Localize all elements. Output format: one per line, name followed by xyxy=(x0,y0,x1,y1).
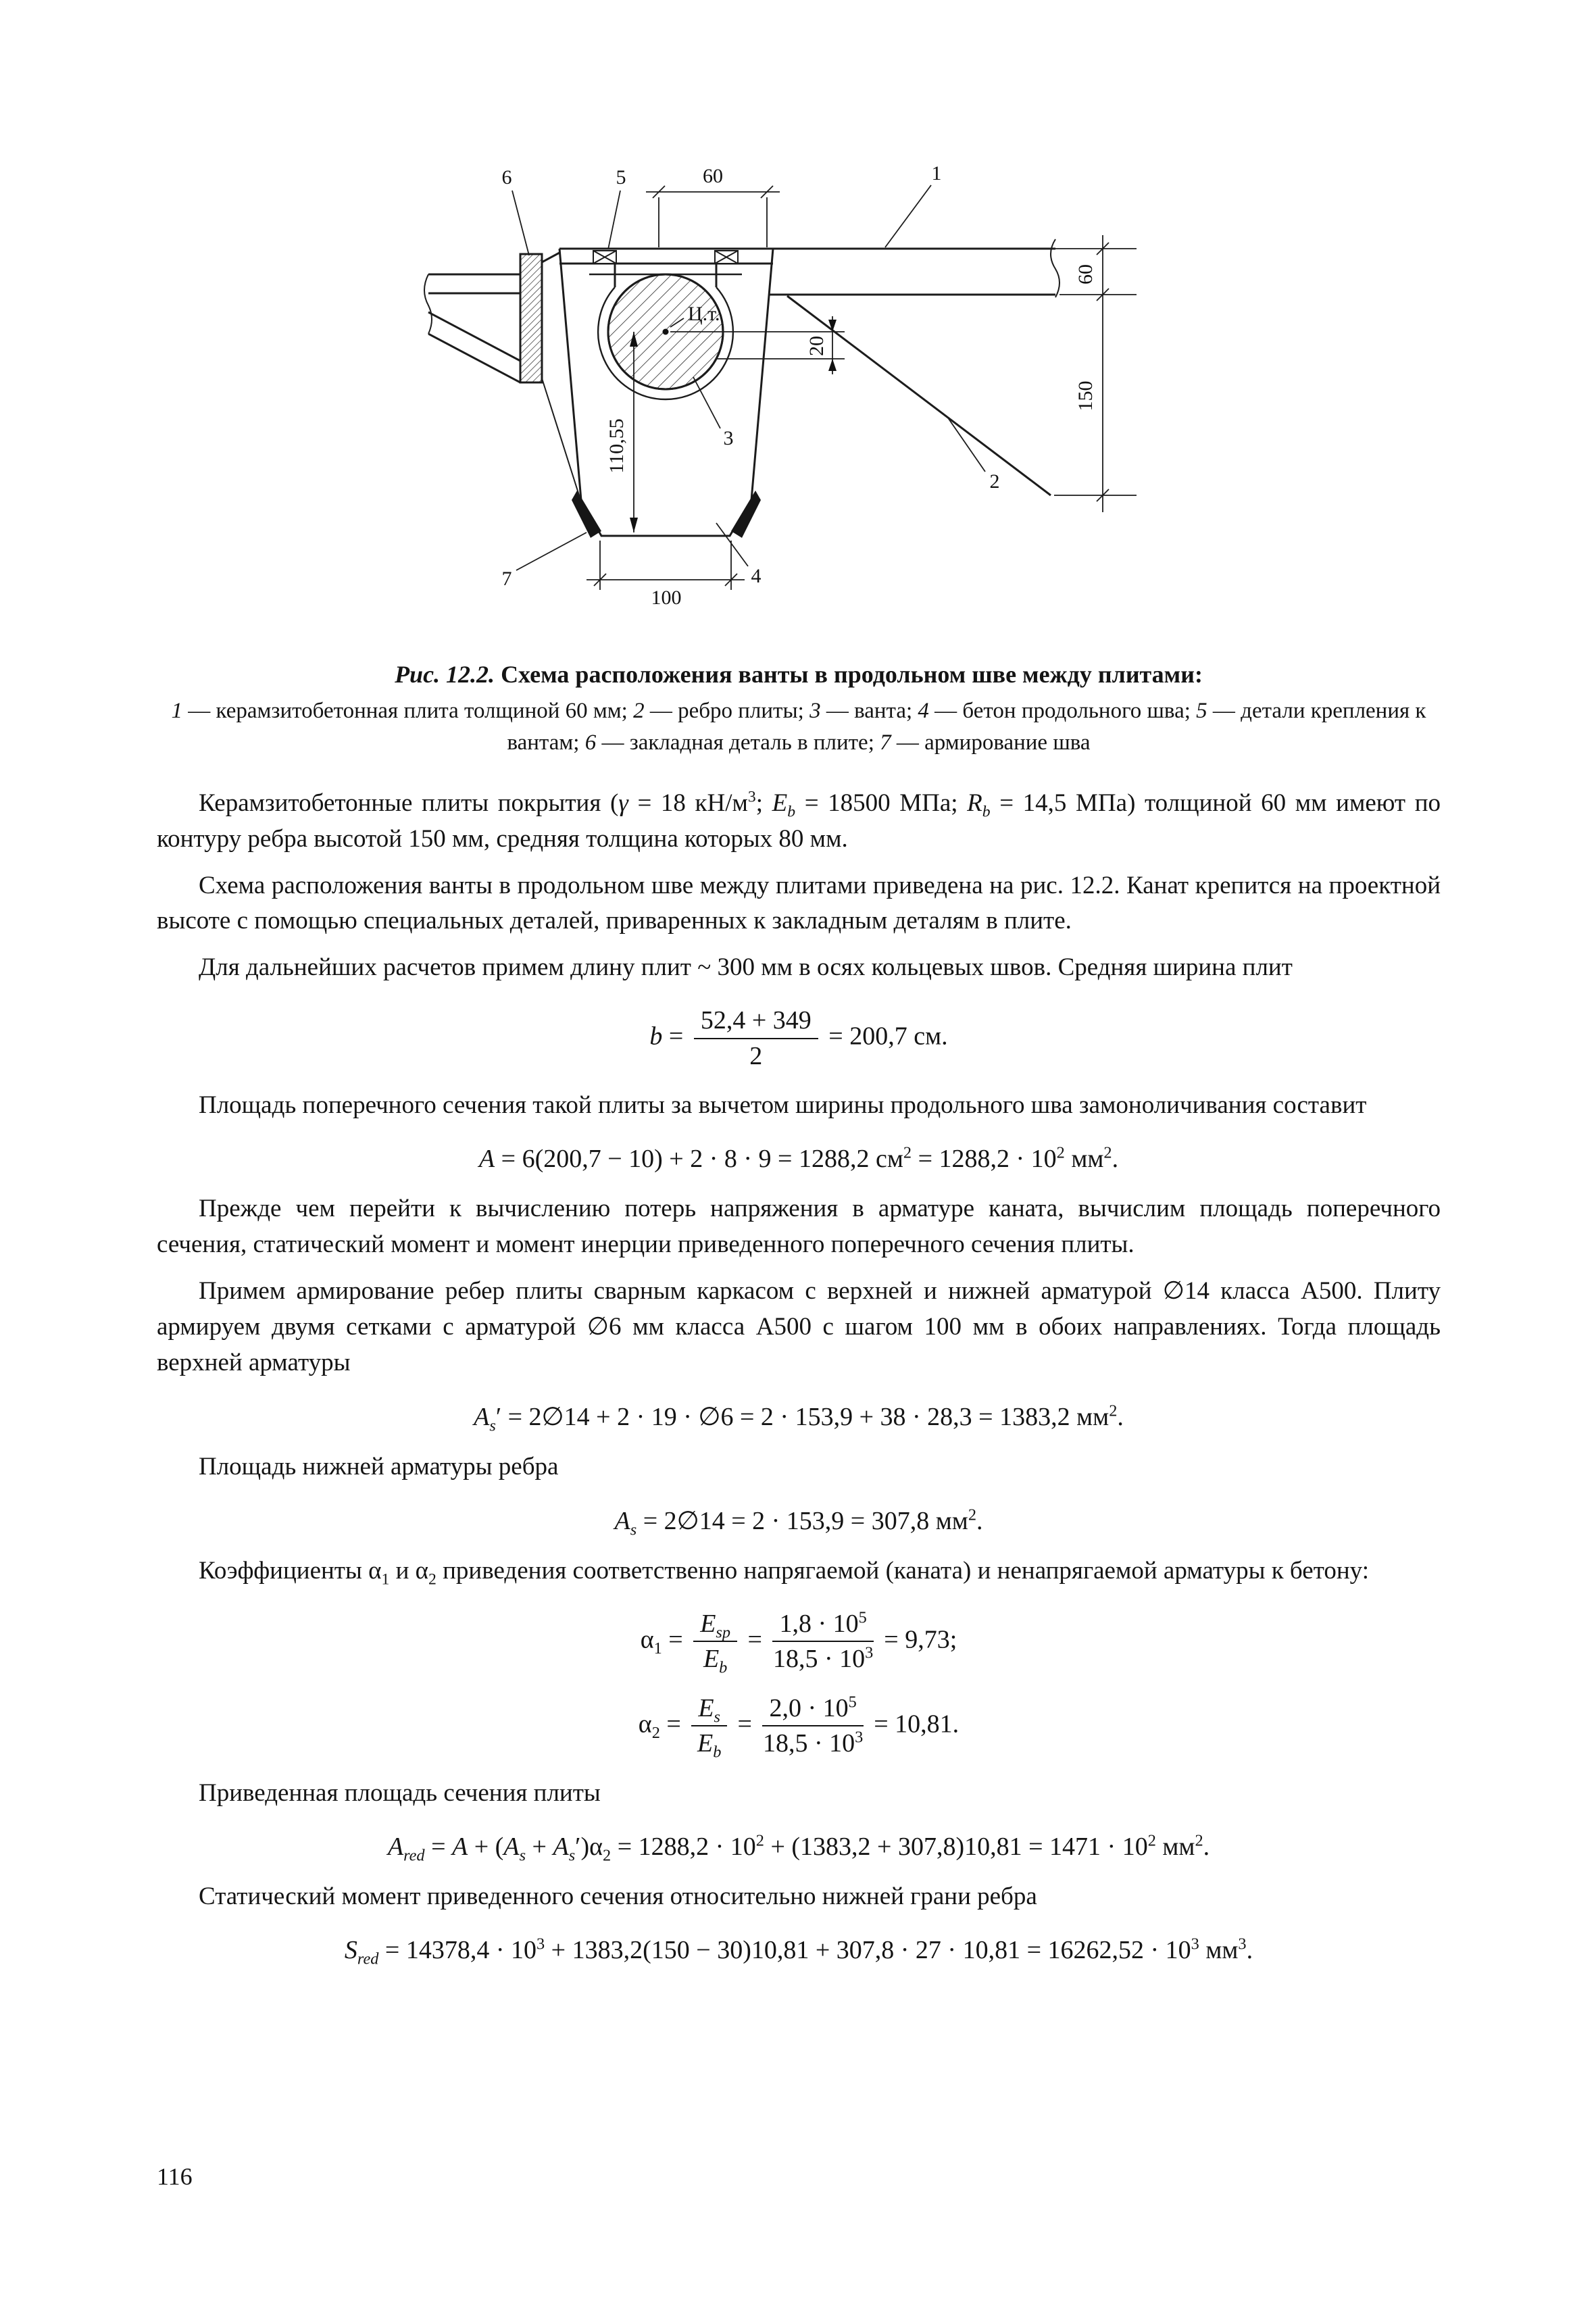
figure-12-2 xyxy=(157,154,1441,759)
formula-area: A = 6(200,7 − 10) + 2 · 8 · 9 = 1288,2 $см^2 = 1288,2 \cdot 10^2$ $мм^2$. xyxy=(478,1143,1119,1174)
figure-caption xyxy=(157,660,1441,759)
paragraph-before-losses: Прежде чем перейти к вычислению потерь напряжения в арматуре каната, вычислим площадь поперечного сечения, статический момент и момент инерции приведенного поперечного сечения плиты. xyxy=(157,1195,1441,1259)
paragraph-bottom-reinforcement: Площадь нижней арматуры ребра xyxy=(199,1452,559,1480)
technical-drawing xyxy=(419,154,1182,651)
paragraph-reinforcement: Примем армирование ребер плиты сварным каркасом с верхней и нижней арматурой ∅14 класса А500. Плиту армируем двумя сетками с арматурой ∅6 мм класса А500 с шагом 100 мм в обоих направлениях. Тогда площадь верхней арматуры xyxy=(157,1277,1441,1376)
dim-150: 150 xyxy=(1074,380,1097,412)
paragraph-static-moment: Статический момент приведенного сечения относительно нижней грани ребра xyxy=(199,1882,1037,1910)
joint-corner-left xyxy=(572,491,601,538)
drawing-structure xyxy=(424,239,1059,538)
center-of-gravity-label: Ц.т. xyxy=(688,303,720,325)
callout-7: 7 xyxy=(501,568,512,590)
drawing-labels xyxy=(502,162,1097,609)
figure-caption-legend: 1 — керамзитобетонная плита толщиной 60 мм; 2 — ребро плиты; 3 — ванта; 4 — бетон продольного шва; 5 — детали крепления к вантам; 6 — закладная деталь в плите; 7 — армирование шва xyxy=(171,699,1426,755)
formula-alpha-1: $\alpha_1$ = $\frac{E_{sp}}{E_b}$ = $\frac{1,8 \cdot 10^5}{18,5 \cdot 10^3}$ = 9,73; xyxy=(640,1608,957,1677)
formula-reduced-area: $A_{red} = A + (A_s + A_s')\alpha_2 = 1288,2 \cdot 10^2 + (1383,2 + 307,8)10,81 = 1471 \cdot 10^2$ $мм^2$. xyxy=(387,1831,1210,1865)
formula-alpha-2: $\alpha_2$ = $\frac{E_s}{E_b}$ = $\frac{2,0 \cdot 10^5}{18,5 \cdot 10^3}$ = 10,81. xyxy=(638,1693,959,1762)
break-line-left xyxy=(424,274,432,334)
formula-bottom-reinforcement-area: $A_s$ = 2∅14 = 2 · 153,9 = 307,8 $мм^2$. xyxy=(614,1505,983,1539)
callout-3: 3 xyxy=(723,427,734,449)
figure-drawing-svg xyxy=(419,154,1182,647)
dim-20: 20 xyxy=(805,336,828,356)
callout-5: 5 xyxy=(616,166,626,189)
paragraph-slab-length: Для дальнейших расчетов примем длину плит ~ 300 мм в осях кольцевых швов. Средняя ширина плит xyxy=(199,953,1293,982)
dim-100: 100 xyxy=(651,587,682,609)
dim-60-top: 60 xyxy=(703,165,723,187)
paragraph-coefficients: Коэффициенты $\alpha_1$ и $\alpha_2$ приведения соответственно напрягаемой (каната) и ненапрягаемой арматуры к бетону: xyxy=(199,1556,1369,1589)
paragraph-reduced-area: Приведенная площадь сечения плиты xyxy=(199,1778,601,1807)
paragraph-slab-properties: Керамзитобетонные плиты покрытия (γ = 18 $кН/м^3$; $E_b = 18500$ МПа; $R_b = 14,5$ МПа) толщиной 60 мм имеют по контуру ребра высотой 150 мм, средняя толщина которых 80 мм. xyxy=(157,788,1441,853)
dim-110-55: 110,55 xyxy=(605,418,628,474)
callout-6: 6 xyxy=(501,166,512,189)
figure-caption-title: Рис. 12.2. Схема расположения ванты в продольном шве между плитами: xyxy=(395,661,1203,688)
callout-1: 1 xyxy=(931,162,942,184)
paragraph-scheme-description: Схема расположения ванты в продольном шве между плитами приведена на рис. 12.2. Канат крепится на проектной высоте с помощью специальных деталей, приваренных к закладным деталям в плите. xyxy=(157,871,1441,935)
dim-60-right: 60 xyxy=(1074,264,1097,284)
formula-top-reinforcement-area: $A_s'$ = 2∅14 + 2 · 19 · ∅6 = 2 · 153,9 + 38 · 28,3 = 1383,2 $мм^2$. xyxy=(474,1401,1124,1435)
fastening-details xyxy=(593,251,738,264)
paragraph-cross-section-area: Площадь поперечного сечения такой плиты за вычетом ширины продольного шва замоноличивания составит xyxy=(199,1091,1367,1120)
plate-rib-line xyxy=(787,296,1051,495)
formula-static-moment: $S_{red} = 14378,4 \cdot 10^3 + 1383,2(150 - 30)10,81 + 307,8 \cdot 27 \cdot 10,81 = 16262,52 \cdot 10^3$ $мм^3$. xyxy=(344,1934,1253,1968)
center-of-gravity-dot xyxy=(663,329,669,335)
page-number: 116 xyxy=(157,2163,193,2190)
callout-4: 4 xyxy=(751,565,762,587)
callout-2: 2 xyxy=(989,470,1000,493)
formula-average-width: b = $\frac{52,4 + 349}{2}$ = 200,7 см. xyxy=(649,1006,948,1070)
joint-corner-right xyxy=(731,491,761,538)
text-column xyxy=(157,0,1441,1983)
embedded-detail xyxy=(520,254,542,382)
